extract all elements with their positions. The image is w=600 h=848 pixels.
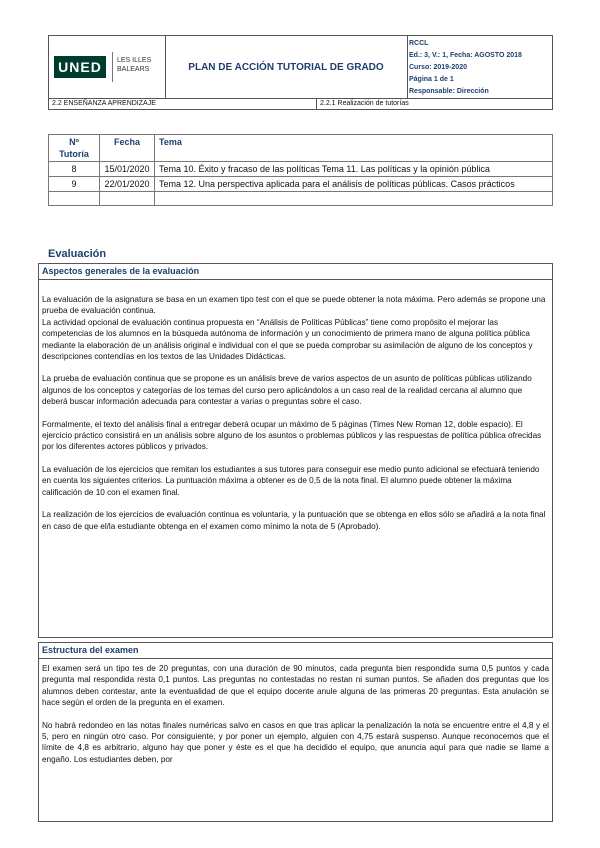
cell-topic bbox=[155, 192, 553, 206]
cell-num bbox=[49, 192, 100, 206]
table-row-empty bbox=[49, 192, 553, 206]
meta-code: RCCL bbox=[409, 40, 429, 47]
logo-subtitle-line-2: BALEARS bbox=[117, 66, 150, 73]
table-row bbox=[49, 162, 553, 177]
document-title: PLAN DE ACCIÓN TUTORIAL DE GRADO bbox=[165, 36, 408, 98]
paragraph: La evaluación de los ejercicios que remitan los estudiantes a sus tutores para conseguir ese medio punto adicional se efectuará teniendo en cuenta los siguientes criterios. La puntuación máxima a obtener es de 0,5 de la nota final. El alumno puede obtener la máxima calificación de 10 con el examen final. bbox=[42, 464, 540, 497]
exam-structure-body bbox=[39, 659, 552, 780]
col-header-topic: Tema bbox=[155, 135, 553, 162]
paragraph: La prueba de evaluación continua que se propone es un análisis breve de varios aspectos de un asunto de políticas públicas utilizando algunos de los conceptos y categorías de los temas del curso pero aplicándolos a un caso real de la realidad cercana al alumno que deberá buscar información adecuada para contestar a varias o preguntas sobre el caso. bbox=[42, 374, 532, 407]
paragraph: El examen será un tipo tes de 20 preguntas, con una duración de 90 minutos, cada pregunta bien respondida suma 0,5 puntos y cada pregunta mal respondida resta 0,1 puntos. Las preguntas no contestadas no restan ni suman puntos. Se añaden dos preguntas que los alumnos deben contestar, ante la eventualidad de que el equipo docente anule alguna de las primeras 20 preguntas. Esta anulación se hace según el orden de la pregunta en el examen. bbox=[42, 664, 549, 708]
uned-logo-mark: UNED bbox=[54, 56, 106, 78]
exam-structure-heading: Estructura del examen bbox=[39, 643, 552, 659]
col-header-date: Fecha bbox=[100, 135, 155, 162]
tutorias-table bbox=[48, 134, 553, 206]
section-bar bbox=[48, 99, 553, 110]
table-row bbox=[49, 177, 553, 192]
exam-structure-box bbox=[38, 642, 553, 822]
document-meta bbox=[409, 38, 549, 98]
general-evaluation-box bbox=[38, 263, 553, 638]
logo-subtitle-line-1: LES ILLES bbox=[117, 57, 152, 64]
cell-topic: Tema 10. Éxito y fracaso de las políticas Tema 11. Las políticas y la opinión pública bbox=[155, 162, 553, 177]
cell-date: 22/01/2020 bbox=[100, 177, 155, 192]
cell-date bbox=[100, 192, 155, 206]
document-header bbox=[48, 35, 553, 99]
paragraph: Formalmente, el texto del análisis final a entregar deberá ocupar un máximo de 5 páginas (Times New Roman 12, doble espacio). El ejercicio práctico consistirá en un análisis sobre alguno de los asuntos o problemas públicos y las respuestas de política pública ofrecidas por los diferentes actores públicos y privados. bbox=[42, 419, 542, 452]
cell-date: 15/01/2020 bbox=[100, 162, 155, 177]
section-left: 2.2 ENSEÑANZA APRENDIZAJE bbox=[52, 100, 156, 107]
meta-course: Curso: 2019-2020 bbox=[409, 64, 467, 71]
paragraph: No habrá redondeo en las notas finales numéricas salvo en casos en que tras aplicar la penalización la nota se encuentre entre el 4,8 y el 5, pero en ningún otro caso. Por consiguiente, y por poner un ejemplo, alguien con 4,75 estará suspenso. Aunque reconocemos que el límite de 4,8 es arbitrario, alguno hay que poner y éste es el que ha decidido el equipo, que anuncia aquí para que nadie se llame a engaño. Los estudiantes deben, por bbox=[42, 720, 549, 764]
paragraph: La actividad opcional de evaluación continua propuesta en “Análisis de Políticas Públicas” tiene como propósito el mejorar las competencias de los alumnos en la búsqueda autónoma de información y un conocimiento de primera mano de alguna política pública mediante la elaboración de un análisis original e individual con el que se pueda comprobar su asimilación de alguno de los conceptos y descripciones contendías en los textos de las Unidades Didácticas. bbox=[42, 317, 533, 362]
section-right: 2.2.1 Realización de tutorías bbox=[316, 99, 409, 109]
meta-edition: Ed.: 3, V.: 1, Fecha: AGOSTO 2018 bbox=[409, 52, 522, 59]
meta-page: Página 1 de 1 bbox=[409, 76, 454, 83]
cell-num: 9 bbox=[49, 177, 100, 192]
general-evaluation-body bbox=[39, 280, 552, 547]
general-evaluation-heading: Aspectos generales de la evaluación bbox=[39, 264, 552, 280]
cell-topic: Tema 12. Una perspectiva aplicada para el análisis de políticas públicas. Casos prácticos bbox=[155, 177, 553, 192]
paragraph: La evaluación de la asignatura se basa en un examen tipo test con el que se puede obtener la nota máxima. Pero además se propone una prueba de evaluación continua. bbox=[42, 295, 546, 316]
evaluation-title: Evaluación bbox=[48, 248, 107, 260]
uned-logo bbox=[49, 36, 166, 98]
meta-responsible: Responsable: Dirección bbox=[409, 88, 489, 95]
logo-subtitle bbox=[117, 56, 151, 74]
table-header-row bbox=[49, 135, 553, 162]
col-header-num: Nº Tutoría bbox=[49, 135, 100, 162]
logo-separator bbox=[112, 52, 113, 82]
paragraph: La realización de los ejercicios de evaluación continua es voluntaria, y la puntuación que se obtenga en ellos sólo se añadirá a la nota final en caso de que el/la estudiante obtenga en el examen como mínimo la nota de 5 (Aprobado). bbox=[42, 510, 546, 531]
cell-num: 8 bbox=[49, 162, 100, 177]
